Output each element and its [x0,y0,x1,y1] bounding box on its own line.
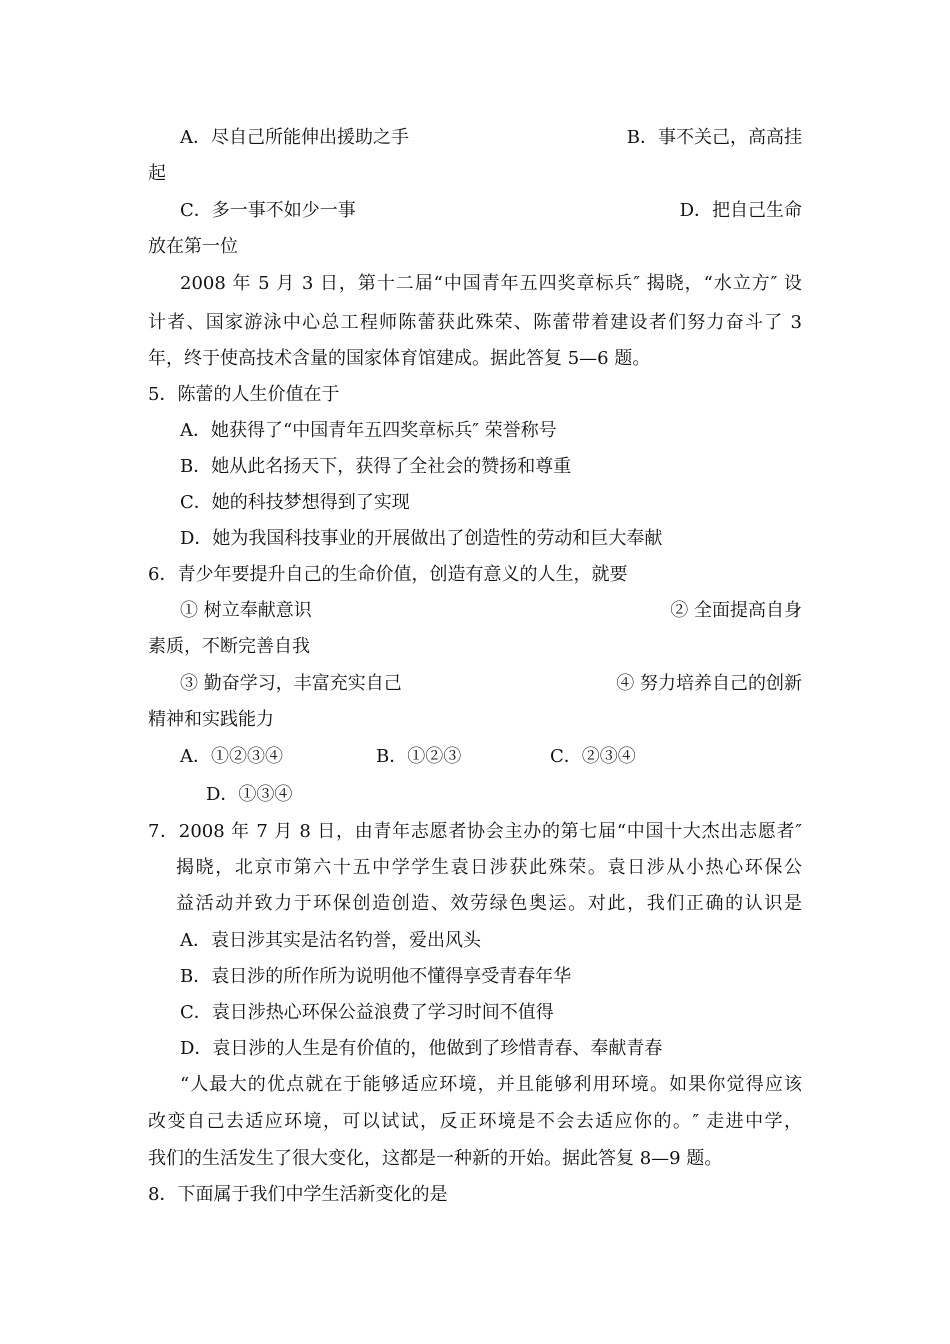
intro-8-9-line-3: 我们的生活发生了很大变化，这都是一种新的开始。据此答复 8—9 题。 [148,1148,723,1169]
q6-item-2: ② 全面提高自身 [670,600,802,621]
q5-option-a: A．她获得了“中国青年五四奖章标兵″ 荣誉称号 [180,420,557,441]
q4-option-c: C．多一事不如少一事 [180,200,356,221]
q7-option-d: D．袁日涉的人生是有价值的，他做到了珍惜青春、奉献青春 [180,1038,663,1059]
q6-item-4: ④ 努力培养自己的创新 [616,673,802,694]
q7-option-c: C．袁日涉热心环保公益浪费了学习时间不值得 [180,1002,554,1023]
q4-option-a: A．尽自己所能伸出援助之手 [180,127,409,148]
q6-item-1: ① 树立奉献意识 [180,600,312,621]
q7-stem-line-1: 7．2008 年 7 月 8 日，由青年志愿者协会主办的第七届“中国十大杰出志愿者″ [148,821,802,842]
intro-5-6-line-1: 2008 年 5 月 3 日，第十二届“中国青年五四奖章标兵″ 揭晓，“水立方″ 设 [180,273,802,294]
q7-option-b: B．袁日涉的所作所为说明他不懂得享受青春年华 [180,966,572,987]
q6-stem: 6．青少年要提升自己的生命价值，创造有意义的人生，就要 [148,564,628,585]
q6-item-4-continued: 精神和实践能力 [148,709,274,730]
intro-8-9-line-2: 改变自己去适应环境，可以试试，反正环境是不会去适应你的。″ 走进中学， [148,1111,802,1132]
q6-option-a: A．①②③④ [180,746,283,767]
intro-5-6-line-3: 年，终于使高技术含量的国家体育馆建成。据此答复 5—6 题。 [148,348,651,369]
q5-option-b: B．她从此名扬天下，获得了全社会的赞扬和尊重 [180,456,572,477]
q6-option-d: D．①③④ [206,784,293,805]
q4-option-d-continued: 放在第一位 [148,236,238,257]
q4-option-b: B．事不关己，高高挂 [626,127,802,148]
q6-item-2-continued: 素质，不断完善自我 [148,636,310,657]
q6-option-c: C．②③④ [550,746,636,767]
q7-stem-line-3: 益活动并致力于环保创造创造、效劳绿色奥运。对此，我们正确的认识是 [176,893,802,914]
q5-option-c: C．她的科技梦想得到了实现 [180,492,410,513]
q8-stem: 8．下面属于我们中学生活新变化的是 [148,1184,448,1205]
intro-5-6-line-2: 计者、国家游泳中心总工程师陈蕾获此殊荣、陈蕾带着建设者们努力奋斗了 3 [148,312,802,333]
q4-option-d: D．把自己生命 [679,200,802,221]
q7-stem-line-2: 揭晓，北京市第六十五中学学生袁日涉获此殊荣。袁日涉从小热心环保公 [176,857,802,878]
q4-option-b-continued: 起 [148,163,166,184]
q7-option-a: A．袁日涉其实是沽名钓誉，爱出风头 [180,930,481,951]
q5-stem: 5．陈蕾的人生价值在于 [148,384,340,405]
q6-item-3: ③ 勤奋学习，丰富充实自己 [180,673,402,694]
q5-option-d: D．她为我国科技事业的开展做出了创造性的劳动和巨大奉献 [180,528,663,549]
intro-8-9-line-1: “人最大的优点就在于能够适应环境，并且能够利用环境。如果你觉得应该 [180,1074,802,1095]
q6-option-b: B．①②③ [376,746,462,767]
